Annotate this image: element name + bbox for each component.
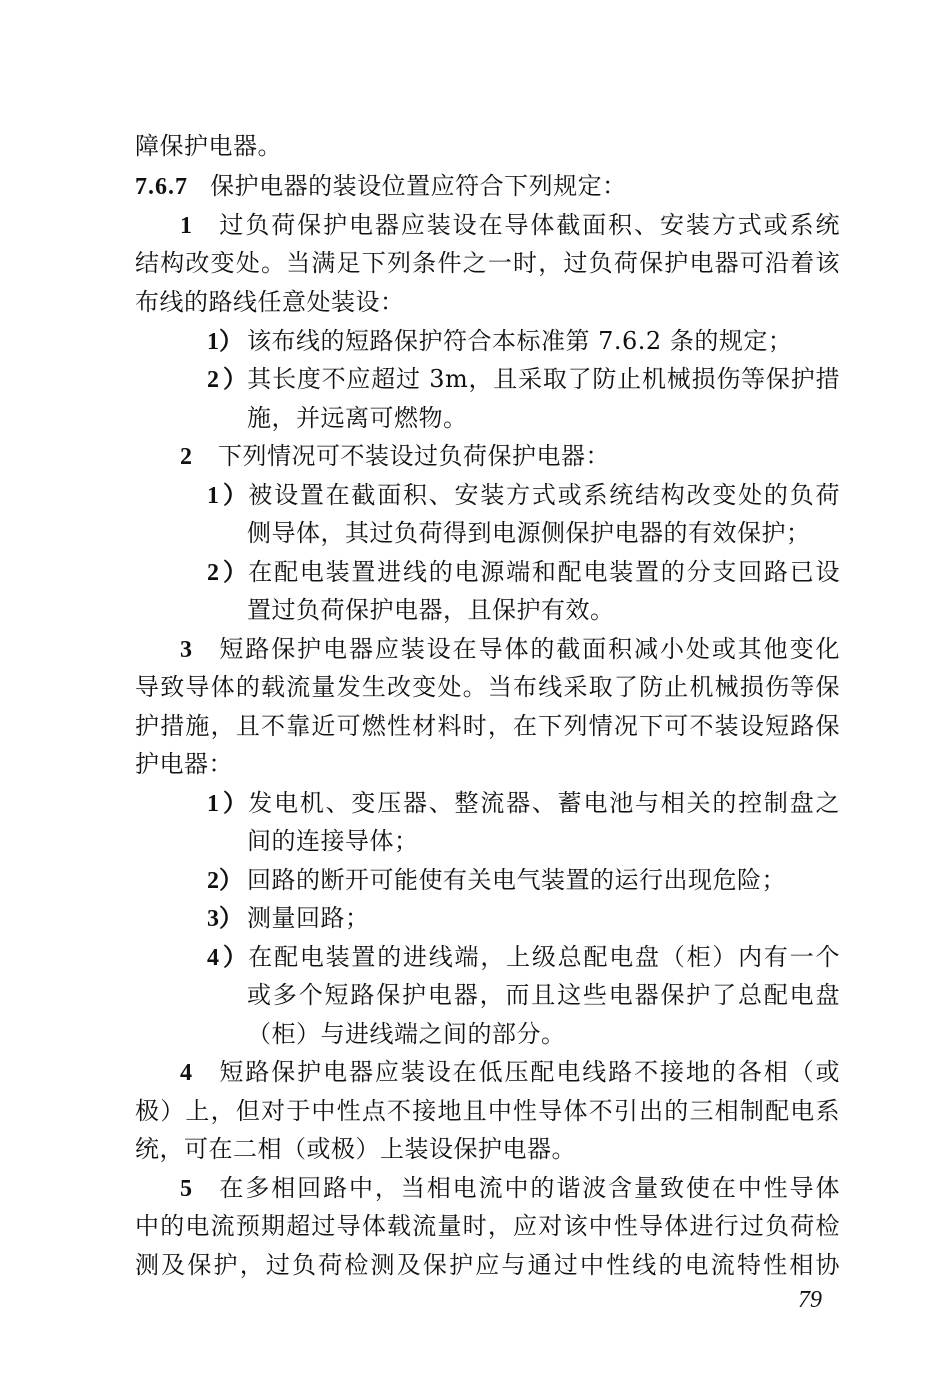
text-line bbox=[247, 515, 811, 551]
item-line bbox=[180, 631, 840, 668]
line-text: 回路的断开可能使有关电气装置的运行出现危险； bbox=[247, 866, 786, 894]
sub-item-number: 1） bbox=[207, 329, 243, 355]
line-text: 统，可在二相（或极）上装设保护电器。 bbox=[135, 1135, 576, 1163]
item-line bbox=[180, 207, 840, 244]
text-line bbox=[247, 1016, 566, 1052]
sub-item-line bbox=[207, 900, 370, 937]
text-line bbox=[135, 746, 233, 782]
line-text: 在配电装置进线的电源端和配电装置的分支回路已设 bbox=[247, 558, 840, 586]
line-text: 短路保护电器应装设在导体的截面积减小处或其他变化 bbox=[218, 635, 840, 663]
line-text: 导致导体的载流量发生改变处。当布线采取了防止机械损伤等保 bbox=[135, 673, 840, 701]
sub-item-number: 1） bbox=[207, 483, 247, 509]
item-number: 3 bbox=[180, 637, 192, 663]
clause-heading bbox=[135, 168, 627, 205]
sub-item-number: 2） bbox=[207, 868, 243, 894]
line-text: 或多个短路保护电器，而且这些电器保护了总配电盘 bbox=[247, 981, 840, 1009]
page-number: 79 bbox=[798, 1287, 822, 1313]
sub-item-line bbox=[207, 323, 792, 360]
item-number: 1 bbox=[180, 213, 192, 239]
sub-item-number: 4） bbox=[207, 945, 247, 971]
item-line bbox=[180, 1170, 840, 1207]
line-text: 结构改变处。当满足下列条件之一时，过负荷保护电器可沿着该 bbox=[135, 249, 840, 277]
line-text: 其长度不应超过 3m，且采取了防止机械损伤等保护措 bbox=[247, 365, 840, 393]
text-line bbox=[247, 592, 615, 628]
line-text: 在多相回路中，当相电流中的谐波含量致使在中性导体 bbox=[218, 1174, 840, 1202]
item-number: 4 bbox=[180, 1060, 192, 1086]
line-text: 发电机、变压器、整流器、蓄电池与相关的控制盘之 bbox=[247, 789, 840, 817]
sub-item-number: 1） bbox=[207, 791, 247, 817]
text-line bbox=[135, 245, 840, 281]
text-line bbox=[135, 128, 282, 164]
text-line bbox=[135, 1131, 576, 1167]
line-text: 被设置在截面积、安装方式或系统结构改变处的负荷 bbox=[247, 481, 840, 509]
item-line bbox=[180, 438, 610, 475]
line-text: 护电器： bbox=[135, 750, 233, 778]
text-line bbox=[135, 669, 840, 705]
item-line bbox=[180, 1054, 840, 1091]
line-text: 障保护电器。 bbox=[135, 132, 282, 160]
text-line bbox=[135, 708, 840, 744]
line-text: 测量回路； bbox=[247, 904, 370, 932]
sub-item-line bbox=[207, 939, 840, 976]
line-text: 施，并远离可燃物。 bbox=[247, 404, 468, 432]
line-text: 保护电器的装设位置应符合下列规定： bbox=[210, 172, 627, 200]
line-text: 过负荷保护电器应装设在导体截面积、安装方式或系统 bbox=[218, 211, 840, 239]
line-text: 间的连接导体； bbox=[247, 827, 419, 855]
line-text: 短路保护电器应装设在低压配电线路不接地的各相（或 bbox=[218, 1058, 840, 1086]
line-text: 测及保护，过负荷检测及保护应与通过中性线的电流特性相协 bbox=[135, 1251, 840, 1279]
line-text: 在配电装置的进线端，上级总配电盘（柜）内有一个 bbox=[247, 943, 840, 971]
sub-item-line bbox=[207, 862, 786, 899]
text-line bbox=[135, 1247, 840, 1283]
item-number: 5 bbox=[180, 1176, 192, 1202]
sub-item-number: 2） bbox=[207, 367, 247, 393]
line-text: 下列情况可不装设过负荷保护电器： bbox=[218, 442, 610, 470]
line-text: 布线的路线任意处装设： bbox=[135, 288, 405, 316]
line-text: 侧导体，其过负荷得到电源侧保护电器的有效保护； bbox=[247, 519, 811, 547]
text-line bbox=[247, 400, 468, 436]
line-text: 置过负荷保护电器，且保护有效。 bbox=[247, 596, 615, 624]
line-text: 极）上，但对于中性点不接地且中性导体不引出的三相制配电系 bbox=[135, 1097, 840, 1125]
sub-item-line bbox=[207, 785, 840, 822]
line-text: 该布线的短路保护符合本标准第 7.6.2 条的规定； bbox=[247, 327, 793, 355]
sub-item-number: 3） bbox=[207, 906, 243, 932]
text-line bbox=[135, 1208, 840, 1244]
sub-item-line bbox=[207, 361, 840, 398]
sub-item-line bbox=[207, 477, 840, 514]
line-text: 中的电流预期超过导体载流量时，应对该中性导体进行过负荷检 bbox=[135, 1212, 840, 1240]
line-text: 护措施，且不靠近可燃性材料时，在下列情况下可不装设短路保 bbox=[135, 712, 840, 740]
clause-number: 7.6.7 bbox=[135, 174, 188, 200]
text-line bbox=[135, 284, 405, 320]
sub-item-number: 2） bbox=[207, 560, 247, 586]
sub-item-line bbox=[207, 554, 840, 591]
text-line bbox=[247, 823, 419, 859]
line-text: （柜）与进线端之间的部分。 bbox=[247, 1020, 566, 1048]
text-line bbox=[135, 1093, 840, 1129]
text-line bbox=[247, 977, 840, 1013]
item-number: 2 bbox=[180, 444, 192, 470]
